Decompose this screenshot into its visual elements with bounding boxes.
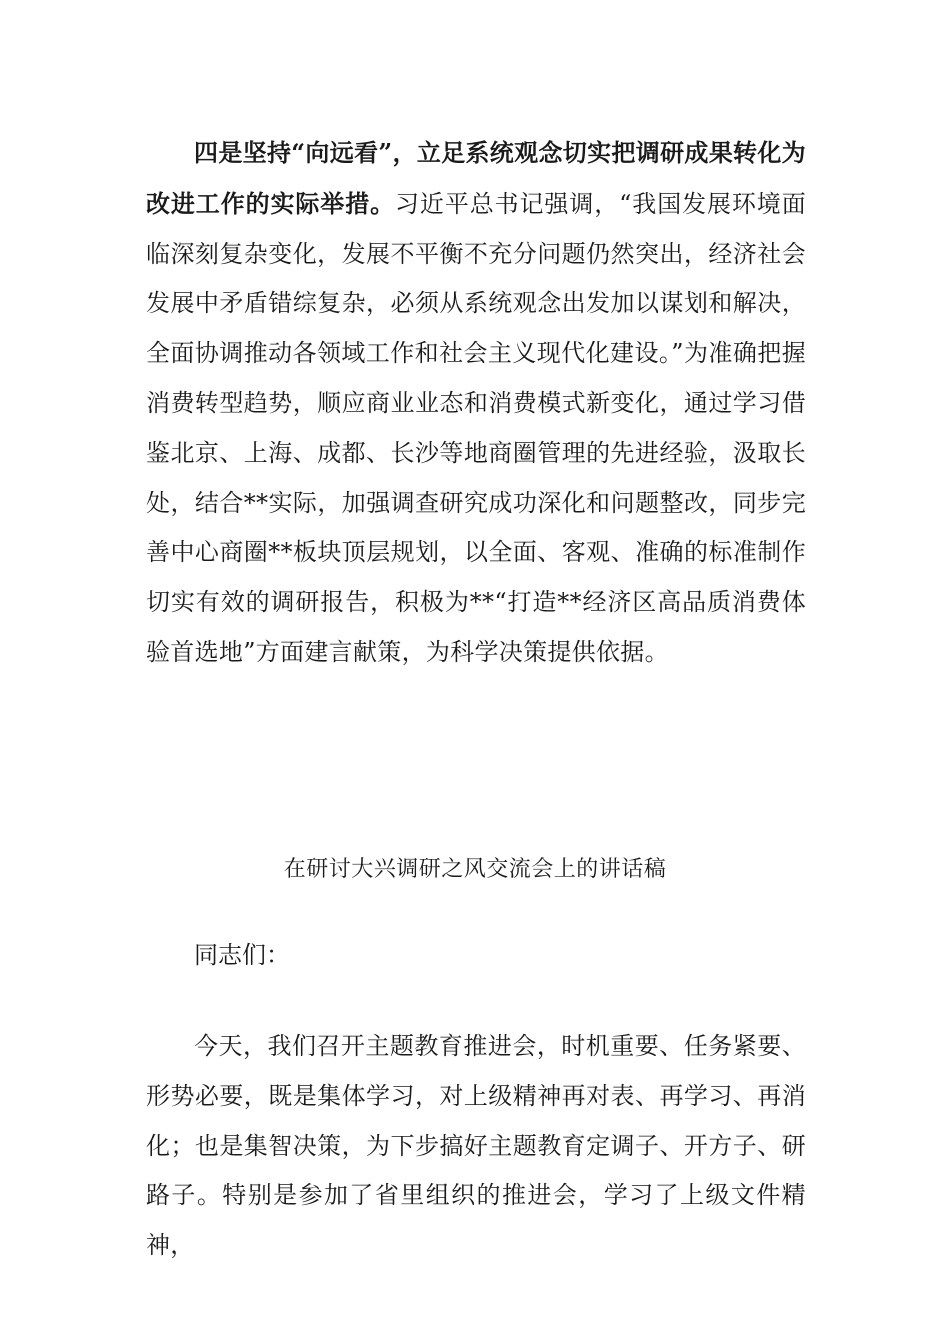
- section-lead-sentence: 四是坚持“向远看”，立足系统观念切实把调研成果转化为改进工作的实际举措。: [146, 138, 806, 218]
- speech-salutation: 同志们：: [194, 941, 290, 969]
- section-body-text: 习近平总书记强调，“我国发展环境面临深刻复杂变化，发展不平衡不充分问题仍然突出，经济社会发展中矛盾错综复杂，必须从系统观念出发加以谋划和解决，全面协调推动各领域工作和社会主义现代化建设。”为准确把握消费转型趋势，顺应商业业态和消费模式新变化，通过学习借鉴北京、上海、成都、长沙等地商圈管理的先进经验，汲取长处，结合**实际，加强调查研究成功深化和问题整改，同步完善中心商圈**板块顶层规划，以全面、客观、准确的标准制作切实有效的调研报告，积极为**“打造**经济区高品质消费体验首选地”方面建言献策，为科学决策提供依据。: [146, 189, 806, 666]
- section-paragraph: [146, 128, 806, 678]
- speech-title: 在研讨大兴调研之风交流会上的讲话稿: [283, 857, 667, 882]
- speech-paragraph: 今天，我们召开主题教育推进会，时机重要、任务紧要、形势必要，既是集体学习，对上级精神再对表、再学习、再消化；也是集智决策，为下步搞好主题教育定调子、开方子、研路子。特别是参加了省里组织的推进会，学习了上级文件精神，: [146, 1032, 806, 1260]
